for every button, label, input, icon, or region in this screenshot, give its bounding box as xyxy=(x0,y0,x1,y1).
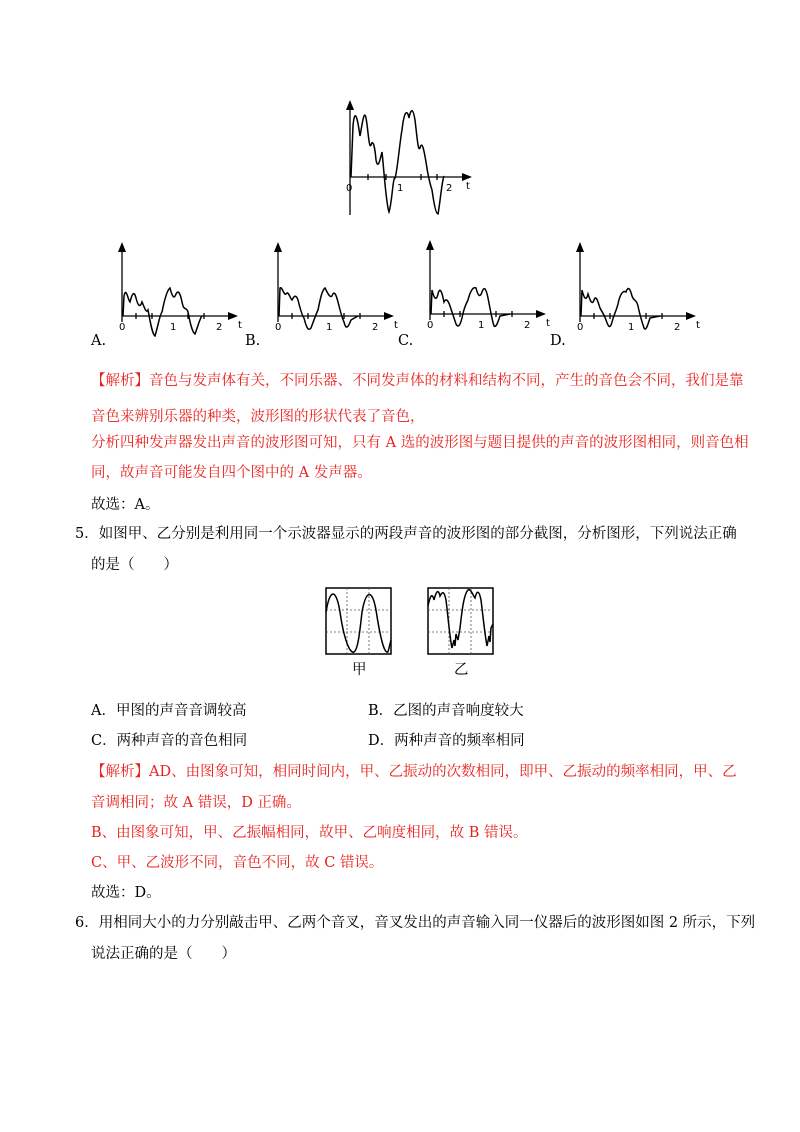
q5-analysis-line3: B、由图象可知，甲、乙振幅相同，故甲、乙响度相同，故 B 错误。 xyxy=(91,825,528,841)
q4-analysis-line1: 【解析】音色与发声体有关，不同乐器、不同发声体的材料和结构不同，产生的音色会不同，我们是靠 xyxy=(91,373,744,389)
tick-label-0: 0 xyxy=(275,322,282,333)
option-a-waveform xyxy=(118,242,242,336)
q5-answer: 故选：D。 xyxy=(91,885,161,901)
axis-label-t: t xyxy=(546,318,550,329)
q5-option-c: C．两种声音的音色相同 xyxy=(91,733,248,749)
tick-label-0: 0 xyxy=(577,322,584,333)
tick-label-1: 1 xyxy=(326,322,333,333)
oscilloscope-yi xyxy=(428,588,493,654)
q6-stem-line2: 说法正确的是（ ） xyxy=(91,946,236,962)
option-c-waveform xyxy=(426,240,550,331)
tick-label-1: 1 xyxy=(170,322,177,333)
axis-label-t: t xyxy=(238,320,242,331)
q4-analysis-line4: 同，故声音可能发自四个图中的 A 发声器。 xyxy=(91,465,372,481)
q4-answer: 故选：A。 xyxy=(91,497,160,513)
tick-label-1: 1 xyxy=(478,320,485,331)
tick-label-2: 2 xyxy=(372,322,379,333)
ref-axis-t: t xyxy=(466,181,470,192)
reference-waveform xyxy=(346,100,472,215)
q4-analysis-line2: 音色来辨别乐器的种类，波形图的形状代表了音色， xyxy=(91,409,425,425)
q5-option-a: A．甲图的声音音调较高 xyxy=(91,703,247,719)
figure-label-yi: 乙 xyxy=(454,662,469,678)
ref-tick-1: 1 xyxy=(397,183,404,194)
option-b-waveform xyxy=(274,242,398,333)
option-d-letter: D. xyxy=(550,333,566,349)
q5-analysis-line2: 音调相同；故 A 错误，D 正确。 xyxy=(91,795,301,811)
option-a-letter: A. xyxy=(91,333,107,349)
tick-label-2: 2 xyxy=(674,322,681,333)
figure-label-jia: 甲 xyxy=(352,662,367,678)
axis-label-t: t xyxy=(394,320,398,331)
tick-label-0: 0 xyxy=(119,322,126,333)
tick-label-2: 2 xyxy=(216,322,223,333)
axis-label-t: t xyxy=(696,320,700,331)
tick-label-0: 0 xyxy=(427,320,434,331)
q5-stem-line2: 的是（ ） xyxy=(91,557,178,573)
ref-tick-2: 2 xyxy=(446,183,453,194)
option-c-letter: C. xyxy=(398,333,414,349)
q5-analysis-line4: C、甲、乙波形不同，音色不同，故 C 错误。 xyxy=(91,855,384,871)
option-d-waveform xyxy=(576,242,700,333)
tick-label-2: 2 xyxy=(524,320,531,331)
q5-option-b: B．乙图的声音响度较大 xyxy=(368,703,524,719)
ref-tick-0: 0 xyxy=(346,183,353,194)
oscilloscope-jia xyxy=(326,588,391,654)
option-b-letter: B. xyxy=(245,333,261,349)
tick-label-1: 1 xyxy=(628,322,635,333)
q4-analysis-line3: 分析四种发声器发出声音的波形图可知，只有 A 选的波形图与题目提供的声音的波形图相同，则音色相 xyxy=(91,435,749,451)
q5-stem-line1: 5．如图甲、乙分别是利用同一个示波器显示的两段声音的波形图的部分截图，分析图形，下列说法正确 xyxy=(75,526,737,542)
q5-option-d: D．两种声音的频率相同 xyxy=(368,733,525,749)
q6-stem-line1: 6．用相同大小的力分别敲击甲、乙两个音叉，音叉发出的声音输入同一仪器后的波形图如图 2 所示，下列 xyxy=(75,915,756,931)
q5-analysis-line1: 【解析】AD、由图象可知，相同时间内，甲、乙振动的次数相同，即甲、乙振动的频率相同，甲、乙 xyxy=(91,764,737,780)
